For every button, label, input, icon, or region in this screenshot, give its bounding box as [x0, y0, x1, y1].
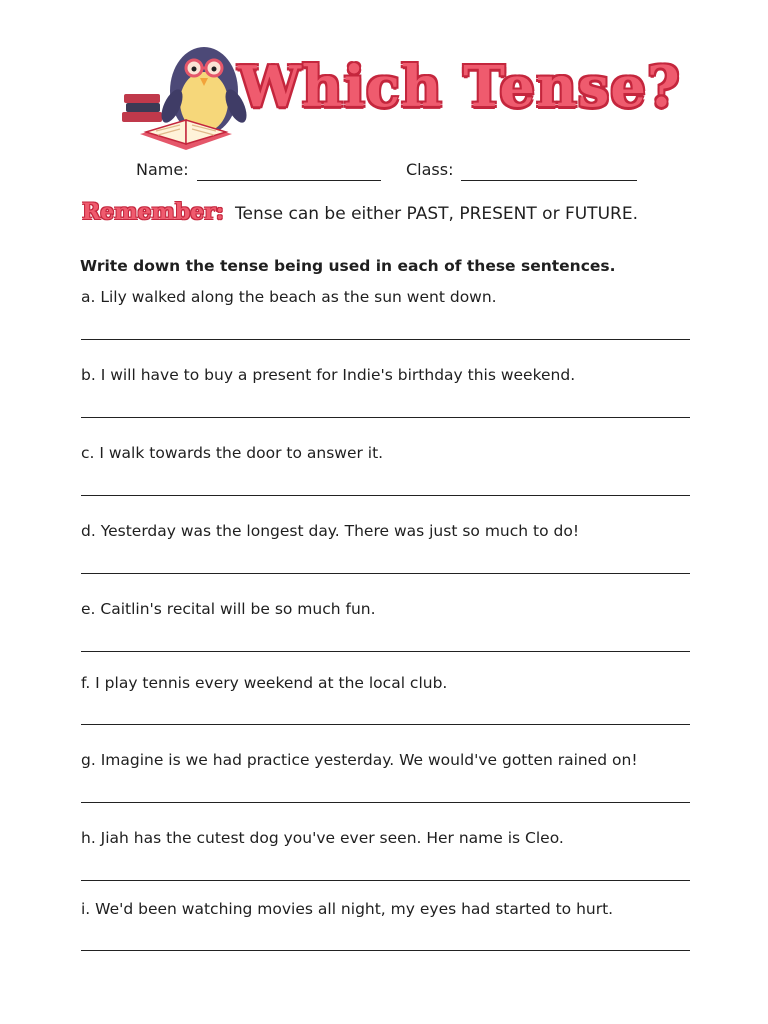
name-blank[interactable]: [197, 180, 381, 181]
question-item: [81, 751, 691, 769]
answer-line[interactable]: [81, 802, 690, 803]
question-text: g. Imagine is we had practice yesterday. We would've gotten rained on!: [81, 751, 638, 769]
answer-line[interactable]: [81, 495, 690, 496]
question-text: h. Jiah has the cutest dog you've ever seen. Her name is Cleo.: [81, 829, 564, 847]
remember-text: Tense can be either PAST, PRESENT or FUTURE.: [235, 204, 638, 224]
class-field[interactable]: [406, 160, 637, 181]
worksheet-header: [120, 36, 681, 156]
name-label: Name:: [136, 160, 189, 179]
name-field[interactable]: [136, 160, 381, 181]
worksheet-title: Which Tense?: [238, 54, 681, 120]
question-text: d. Yesterday was the longest day. There was just so much to do!: [81, 522, 580, 540]
question-text: f. I play tennis every weekend at the local club.: [81, 674, 448, 692]
question-text: i. We'd been watching movies all night, my eyes had started to hurt.: [81, 900, 614, 918]
answer-line[interactable]: [81, 950, 690, 951]
question-item: [81, 366, 691, 384]
answer-line[interactable]: [81, 651, 690, 652]
answer-line[interactable]: [81, 417, 690, 418]
penguin-reading-icon: [120, 36, 250, 156]
question-item: [81, 522, 691, 540]
answer-line[interactable]: [81, 573, 690, 574]
class-label: Class:: [406, 160, 454, 179]
question-text: c. I walk towards the door to answer it.: [81, 444, 384, 462]
question-item: [81, 444, 691, 462]
question-item: [81, 829, 691, 847]
answer-line[interactable]: [81, 724, 690, 725]
remember-note: [82, 199, 638, 225]
question-item: [81, 288, 691, 306]
answer-line[interactable]: [81, 339, 690, 340]
question-text: e. Caitlin's recital will be so much fun.: [81, 600, 376, 618]
question-text: a. Lily walked along the beach as the sun went down.: [81, 288, 497, 306]
question-item: [81, 900, 691, 918]
instructions: Write down the tense being used in each of these sentences.: [80, 257, 616, 275]
remember-label: Remember:: [82, 199, 224, 225]
answer-line[interactable]: [81, 880, 690, 881]
question-item: [81, 600, 691, 618]
question-text: b. I will have to buy a present for Indie's birthday this weekend.: [81, 366, 576, 384]
class-blank[interactable]: [461, 180, 637, 181]
question-item: [81, 674, 691, 692]
